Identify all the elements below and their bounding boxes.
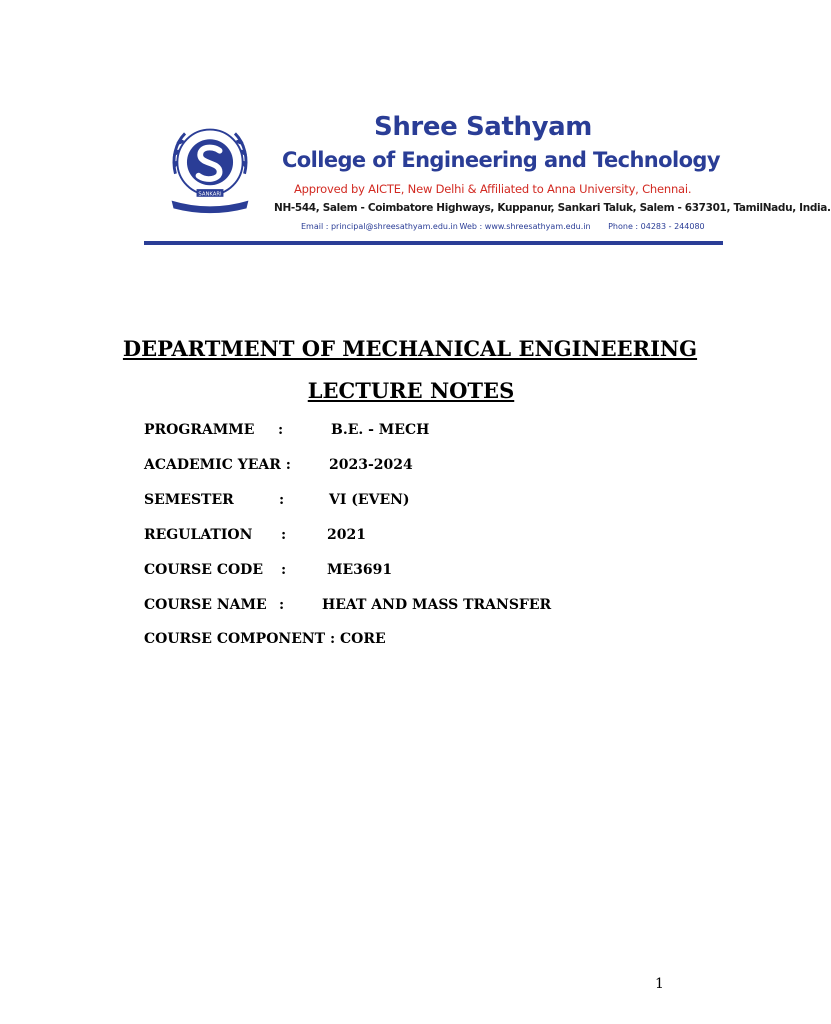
field-value-course-code: ME3691 <box>327 562 393 578</box>
college-name: Shree Sathyam <box>374 112 592 142</box>
department-title: DEPARTMENT OF MECHANICAL ENGINEERING <box>122 336 698 361</box>
field-value-regulation: 2021 <box>327 527 366 543</box>
document-title: LECTURE NOTES <box>307 378 515 403</box>
contact-line <box>301 222 705 231</box>
letterhead-divider <box>144 241 723 245</box>
field-label-course-name: COURSE NAME <box>144 597 267 613</box>
letterhead <box>144 104 831 248</box>
field-value-course-name: HEAT AND MASS TRANSFER <box>322 597 552 613</box>
page-number: 1 <box>655 976 664 992</box>
field-label-academic-year: ACADEMIC YEAR : <box>144 457 291 473</box>
field-value-semester: VI (EVEN) <box>329 492 410 508</box>
field-sep-programme: : <box>278 422 284 438</box>
field-sep-regulation: : <box>281 527 287 543</box>
field-label-programme: PROGRAMME <box>144 422 255 438</box>
field-sep-semester: : <box>279 492 285 508</box>
field-sep-course-code: : <box>281 562 287 578</box>
field-label-semester: SEMESTER <box>144 492 234 508</box>
web-text: Web : www.shreesathyam.edu.in <box>459 222 591 231</box>
field-label-course-code: COURSE CODE <box>144 562 263 578</box>
email-text: Email : principal@shreesathyam.edu.in <box>301 222 458 231</box>
college-subtitle: College of Engineering and Technology <box>282 148 720 172</box>
field-label-regulation: REGULATION <box>144 527 253 543</box>
field-course-component: COURSE COMPONENT : CORE <box>144 631 386 647</box>
field-value-academic-year: 2023-2024 <box>329 457 413 473</box>
phone-text: Phone : 04283 - 244080 <box>608 222 705 231</box>
seal-text: SANKARI <box>198 191 222 198</box>
field-sep-course-name: : <box>279 597 285 613</box>
field-value-programme: B.E. - MECH <box>331 422 430 438</box>
approval-line: Approved by AICTE, New Delhi & Affiliated to Anna University, Chennai. <box>294 182 692 196</box>
address-line: NH-544, Salem - Coimbatore Highways, Kuppanur, Sankari Taluk, Salem - 637301, TamilNadu, India. <box>274 202 831 214</box>
college-logo-icon <box>162 120 258 216</box>
